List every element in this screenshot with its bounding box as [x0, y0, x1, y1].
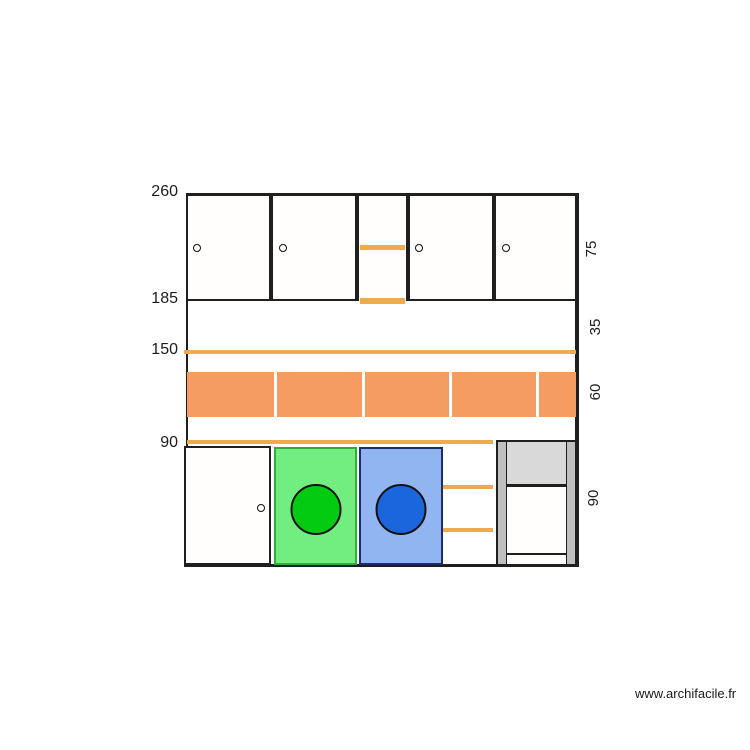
open-shelf-unit[interactable]: [443, 446, 493, 565]
dimension-label-185: 185: [151, 290, 178, 307]
wall-cabinet-3[interactable]: [408, 194, 494, 301]
green-appliance[interactable]: [274, 447, 357, 565]
shelf-bar: [443, 528, 493, 532]
band-divider: [274, 372, 277, 417]
dimension-label-260: 260: [151, 183, 178, 200]
countertop-rail-90[interactable]: [187, 440, 493, 444]
door-handle-icon: [193, 244, 201, 252]
dimension-label-90-left: 90: [160, 434, 178, 451]
door-handle-icon: [257, 504, 265, 512]
wall-shelf-unit[interactable]: [357, 194, 408, 301]
unit-top-panel: [507, 442, 566, 487]
unit-leg: [566, 442, 575, 564]
dimension-label-35: 35: [587, 318, 604, 336]
archifacile-watermark: www.archifacile.fr: [635, 686, 737, 701]
wall-cabinet-1[interactable]: [186, 194, 271, 301]
dimension-label-75: 75: [583, 240, 600, 258]
band-divider: [449, 372, 452, 417]
dimension-label-90-right: 90: [585, 489, 602, 507]
shelf-bar: [360, 298, 405, 304]
blue-appliance[interactable]: [359, 447, 443, 565]
unit-bottom-shelf: [507, 553, 566, 556]
dimension-label-60: 60: [587, 383, 604, 401]
shelf-bar: [360, 245, 405, 250]
base-cabinet[interactable]: [184, 446, 271, 565]
dimension-label-150: 150: [151, 341, 178, 358]
porthole-icon: [376, 484, 427, 535]
wall-cabinet-4[interactable]: [494, 194, 577, 301]
door-handle-icon: [415, 244, 423, 252]
band-divider: [536, 372, 539, 417]
door-handle-icon: [279, 244, 287, 252]
band-divider: [362, 372, 365, 417]
shelf-rail-150[interactable]: [184, 350, 576, 354]
door-handle-icon: [502, 244, 510, 252]
gray-cabinet-unit[interactable]: [496, 440, 577, 566]
worktop-band[interactable]: [187, 372, 576, 417]
shelf-bar: [443, 485, 493, 489]
unit-leg: [498, 442, 507, 564]
wall-cabinet-2[interactable]: [271, 194, 357, 301]
porthole-icon: [290, 484, 341, 535]
